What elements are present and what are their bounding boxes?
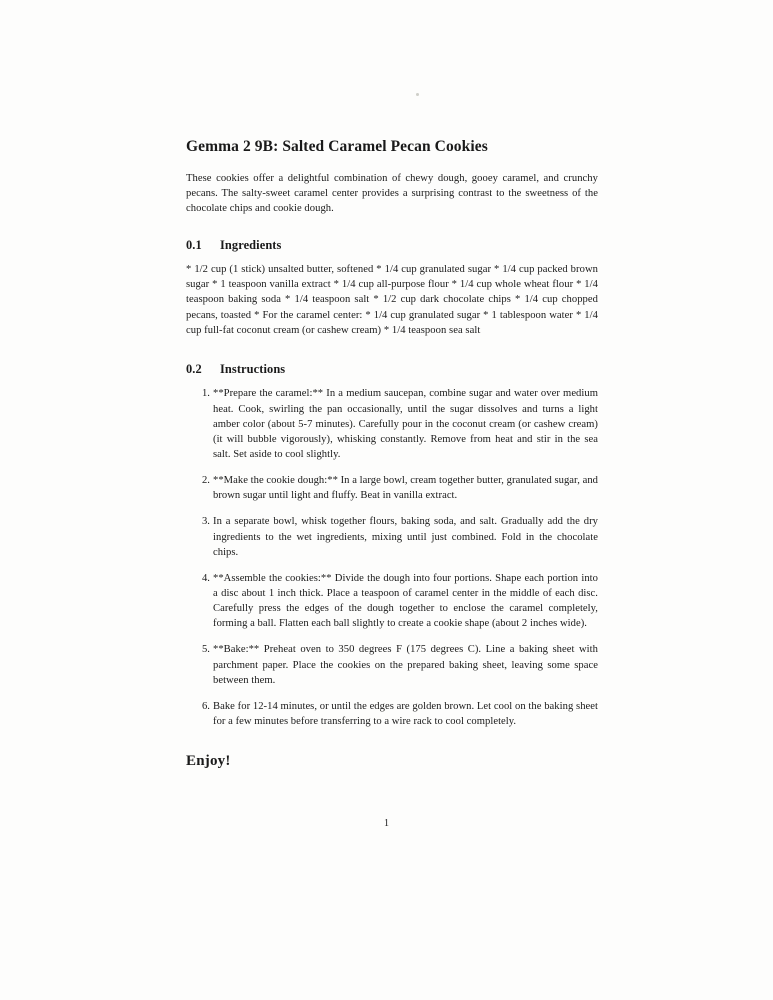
list-item: **Assemble the cookies:** Divide the dough into four portions. Shape each portion into a disc about 1 inch thick. Place a teaspoon of caramel center in the middle of each disc. Carefully press the edges of the dough together to enclose the caramel completely, forming a ball. Flatten each ball slightly to create a cookie shape (about 2 inches wide). (213, 572, 598, 630)
list-item: In a separate bowl, whisk together flours, baking soda, and salt. Gradually add the dry ingredients to the wet ingredients, mixing until just combined. Fold in the chocolate chips. (213, 516, 598, 558)
list-item: Bake for 12-14 minutes, or until the edges are golden brown. Let cool on the baking sheet for a few minutes before transferring to a wire rack to cool completely. (213, 700, 598, 728)
section-number-ingredients: 0.1 (186, 237, 202, 252)
page-number: 1 (384, 818, 389, 829)
ingredients-list: * 1/2 cup (1 stick) unsalted butter, softened * 1/4 cup granulated sugar * 1/4 cup packed brown sugar * 1 teaspoon vanilla extract * 1/4 cup all-purpose flour * 1/4 cup whole wheat flour * 1/4 teaspoon baking soda * 1/4 teaspoon salt * 1/2 cup dark chocolate chips * 1/4 cup chopped pecans, toasted * For the caramel center: * 1/4 cup granulated sugar * 1 tablespoon water * 1/4 cup full-fat coconut cream (or cashew cream) * 1/4 teaspoon sea salt (186, 263, 598, 337)
list-item: **Make the cookie dough:** In a large bowl, cream together butter, granulated sugar, and brown sugar until light and fluffy. Beat in vanilla extract. (213, 475, 598, 502)
list-item: **Bake:** Preheat oven to 350 degrees F (175 degrees C). Line a baking sheet with parchment paper. Place the cookies on the prepared baking sheet, leaving some space between them. (213, 644, 598, 686)
intro-paragraph: These cookies offer a delightful combination of chewy dough, gooey caramel, and crunchy pecans. The salty-sweet caramel center provides a surprising contrast to the sweetness of the chocolate chips and cookie dough. (186, 172, 598, 214)
page-title: Gemma 2 9B: Salted Caramel Pecan Cookies (186, 138, 488, 155)
scan-speck (416, 93, 419, 96)
closing-heading: Enjoy! (186, 753, 231, 770)
list-item: **Prepare the caramel:** In a medium saucepan, combine sugar and water over medium heat. Cook, swirling the pan occasionally, until the sugar dissolves and turns a light amber color (about 5-7 minutes). Carefully pour in the coconut cream (or cashew cream) (it will bubble vigorously), whisking constantly. Remove from heat and stir in the sea salt. Set aside to cool slightly. (213, 388, 598, 461)
section-title-ingredients: Ingredients (220, 237, 282, 252)
instructions-list (186, 386, 598, 729)
section-heading-ingredients (186, 238, 598, 253)
document-body (186, 138, 598, 770)
section-number-instructions: 0.2 (186, 362, 202, 377)
section-heading-instructions (186, 362, 598, 377)
section-title-instructions: Instructions (220, 362, 286, 377)
